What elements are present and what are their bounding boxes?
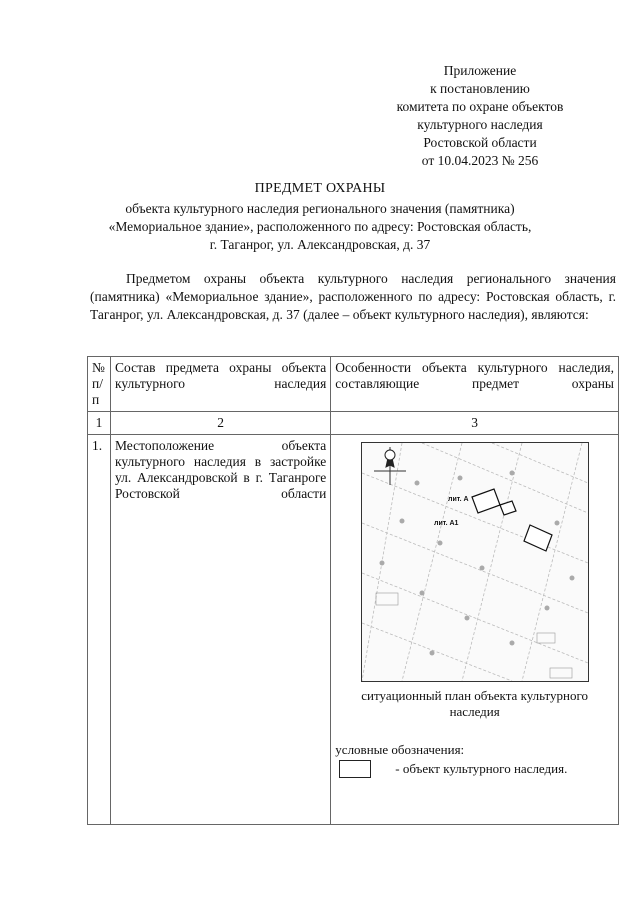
legend-title: условные обозначения: xyxy=(335,742,465,757)
situational-map xyxy=(361,442,589,682)
appendix-line: Ростовской области xyxy=(423,135,537,150)
title-line: «Мемориальное здание», расположенного по адресу: Ростовская область, xyxy=(108,219,532,234)
row-composition: Местоположение объекта культурного наследия в застройке ул. Александровской в г. Таганроге Ростовской области xyxy=(110,435,330,825)
legend-box-icon xyxy=(339,760,371,778)
map-label-lit-a1: лит. А1 xyxy=(433,520,459,527)
col-number: 2 xyxy=(110,412,330,435)
appendix-line: комитета по охране объектов xyxy=(396,99,564,114)
row-num: 1. xyxy=(88,435,111,825)
table-column-numbers-row xyxy=(88,412,619,435)
appendix-line: к постановлению xyxy=(430,81,530,96)
map-drawing xyxy=(362,443,588,681)
title-block xyxy=(40,180,600,254)
col-number: 3 xyxy=(331,412,619,435)
intro-paragraph xyxy=(90,270,616,324)
table-header-row xyxy=(88,357,619,412)
title-line: объекта культурного наследия регионального значения (памятника) xyxy=(125,201,515,216)
protection-table xyxy=(87,356,619,825)
legend-row xyxy=(335,760,614,778)
appendix-line: культурного наследия xyxy=(417,117,543,132)
appendix-block xyxy=(350,62,610,170)
table-row xyxy=(88,435,619,825)
appendix-line: Приложение xyxy=(443,63,517,78)
title-line: г. Таганрог, ул. Александровская, д. 37 xyxy=(209,237,431,252)
map-label-lit-a: лит. А xyxy=(447,496,469,503)
header-num: № п/п xyxy=(88,357,111,412)
heritage-object-outline xyxy=(472,489,552,551)
row-features xyxy=(331,435,619,825)
map-caption: ситуационный план объекта культурного наследия xyxy=(361,688,589,719)
header-composition: Состав предмета охраны объекта культурного наследия xyxy=(110,357,330,412)
intro-text: Предметом охраны объекта культурного наследия регионального значения (памятника) «Мемориальное здание», расположенного по адресу: Ростовская область, г. Таганрог, ул. Александровская, д. 37 (далее – объект культурного наследия), являются: xyxy=(90,271,616,322)
appendix-line: от 10.04.2023 № 256 xyxy=(421,153,539,168)
header-features: Особенности объекта культурного наследия, составляющие предмет охраны xyxy=(331,357,619,412)
page-title: ПРЕДМЕТ ОХРАНЫ xyxy=(254,181,386,196)
col-number: 1 xyxy=(88,412,111,435)
legend-item-label: - объект культурного наследия. xyxy=(395,761,568,776)
